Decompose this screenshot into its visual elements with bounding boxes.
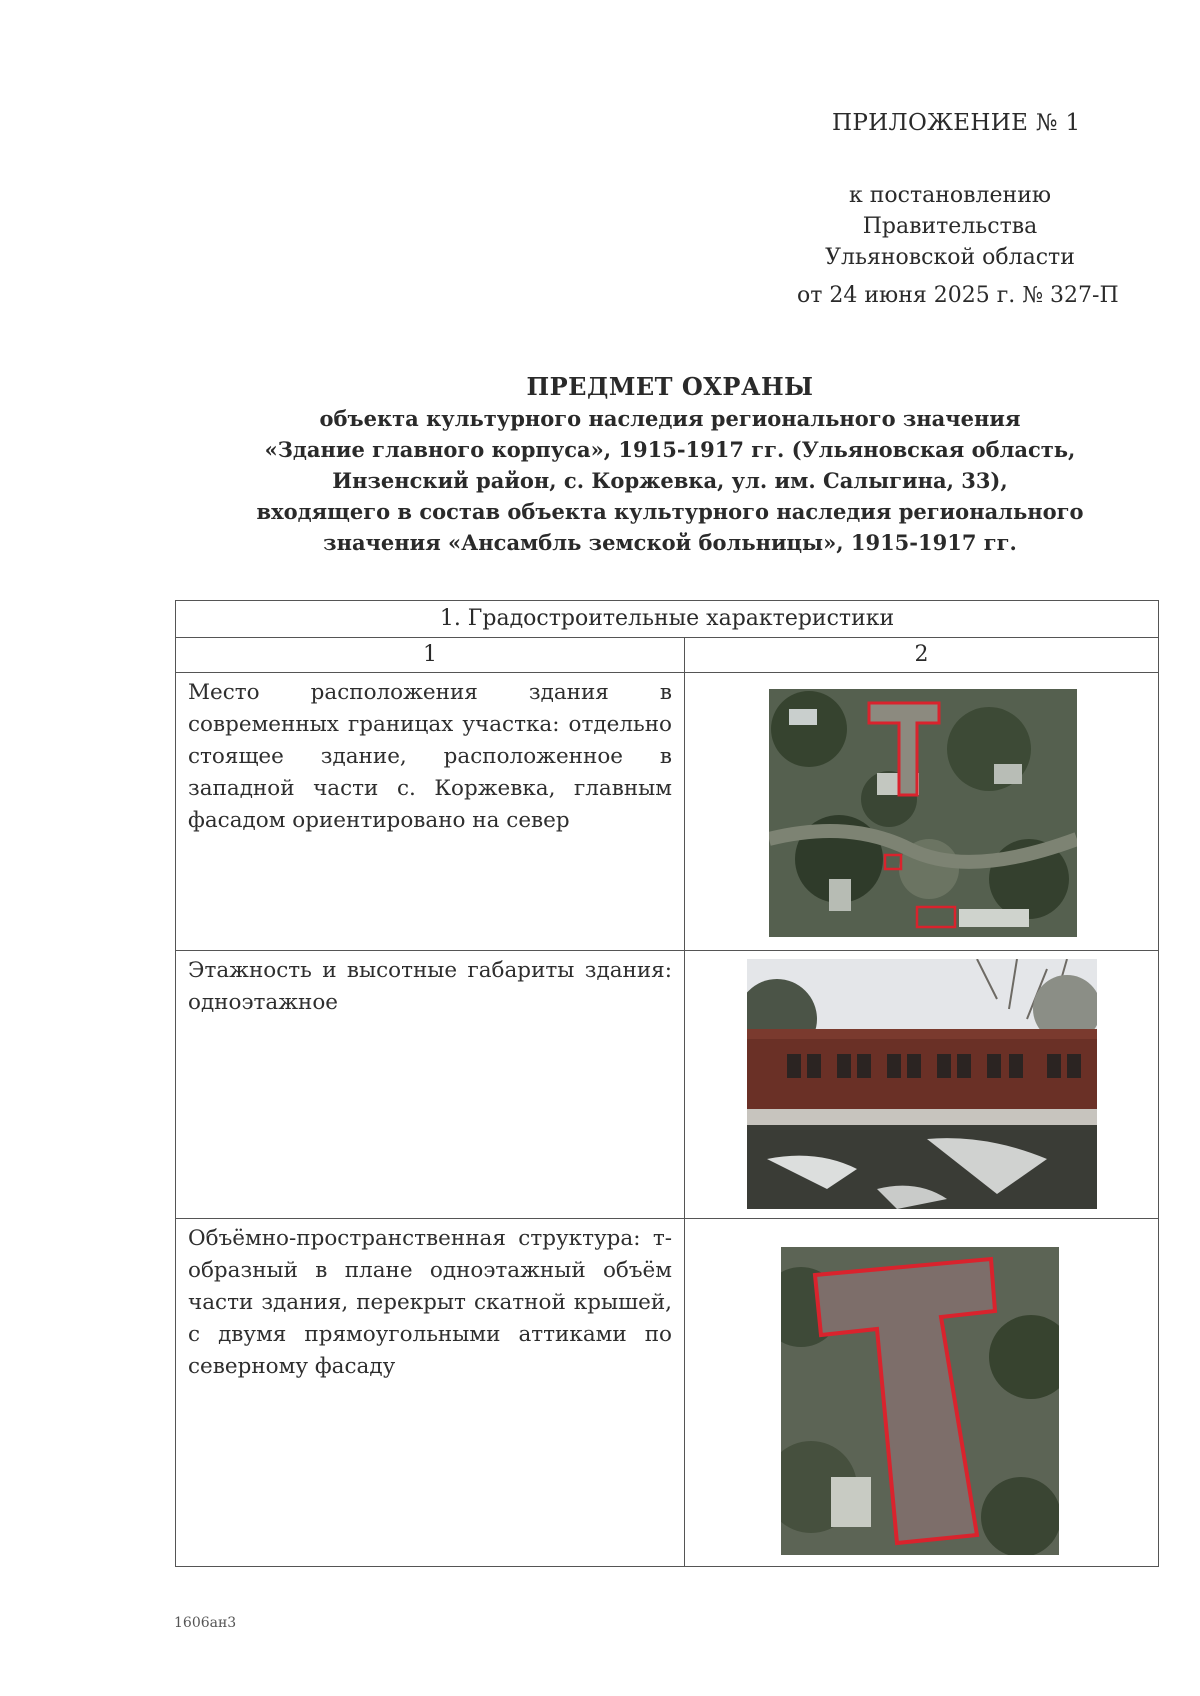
- decree-reference-line-2: Ульяновской области: [825, 245, 1075, 270]
- decree-reference: [760, 180, 1140, 273]
- row-description-location: [176, 673, 685, 951]
- satellite-site-plan-image: [769, 689, 1077, 937]
- footer-code: 1606ан3: [174, 1615, 237, 1631]
- row-description-storeys: [176, 951, 685, 1219]
- appendix-label: ПРИЛОЖЕНИЕ № 1: [832, 110, 1081, 136]
- row-image-cell: [685, 951, 1159, 1219]
- protection-table: [175, 600, 1159, 1567]
- building-facade-photo-image: [747, 959, 1097, 1209]
- decree-reference-line-1: к постановлению Правительства: [848, 183, 1052, 239]
- description-text: Место расположения здания в современных границах участка: отдельно стоящее здание, расположенное в западной части с. Коржевка, главным фасадом ориентировано на север: [188, 680, 672, 833]
- decree-date: от 24 июня 2025 г. № 327-П: [797, 283, 1119, 308]
- description-text: Этажность и высотные габариты здания: одноэтажное: [188, 958, 672, 1015]
- column-number-1: 1: [176, 638, 685, 673]
- column-number-2: 2: [685, 638, 1159, 673]
- title-line: входящего в состав объекта культурного наследия регионального: [256, 499, 1084, 524]
- document-title: [170, 372, 1170, 558]
- row-image-cell: [685, 1219, 1159, 1567]
- title-main: ПРЕДМЕТ ОХРАНЫ: [526, 372, 814, 401]
- section-header: 1. Градостроительные характеристики: [176, 601, 1159, 638]
- satellite-roof-t-plan-image: [781, 1247, 1059, 1555]
- row-image-cell: [685, 673, 1159, 951]
- title-line: Инзенский район, с. Коржевка, ул. им. Салыгина, 33),: [332, 468, 1008, 493]
- title-line: значения «Ансамбль земской больницы», 1915-1917 гг.: [323, 530, 1017, 555]
- title-line: «Здание главного корпуса», 1915-1917 гг. (Ульяновская область,: [264, 437, 1076, 462]
- description-text: Объёмно-пространственная структура: т-образный в плане одноэтажный объём части здания, перекрыт скатной крышей, с двумя прямоугольными аттиками по северному фасаду: [188, 1226, 672, 1379]
- row-description-structure: [176, 1219, 685, 1567]
- title-line: объекта культурного наследия регионального значения: [319, 406, 1021, 431]
